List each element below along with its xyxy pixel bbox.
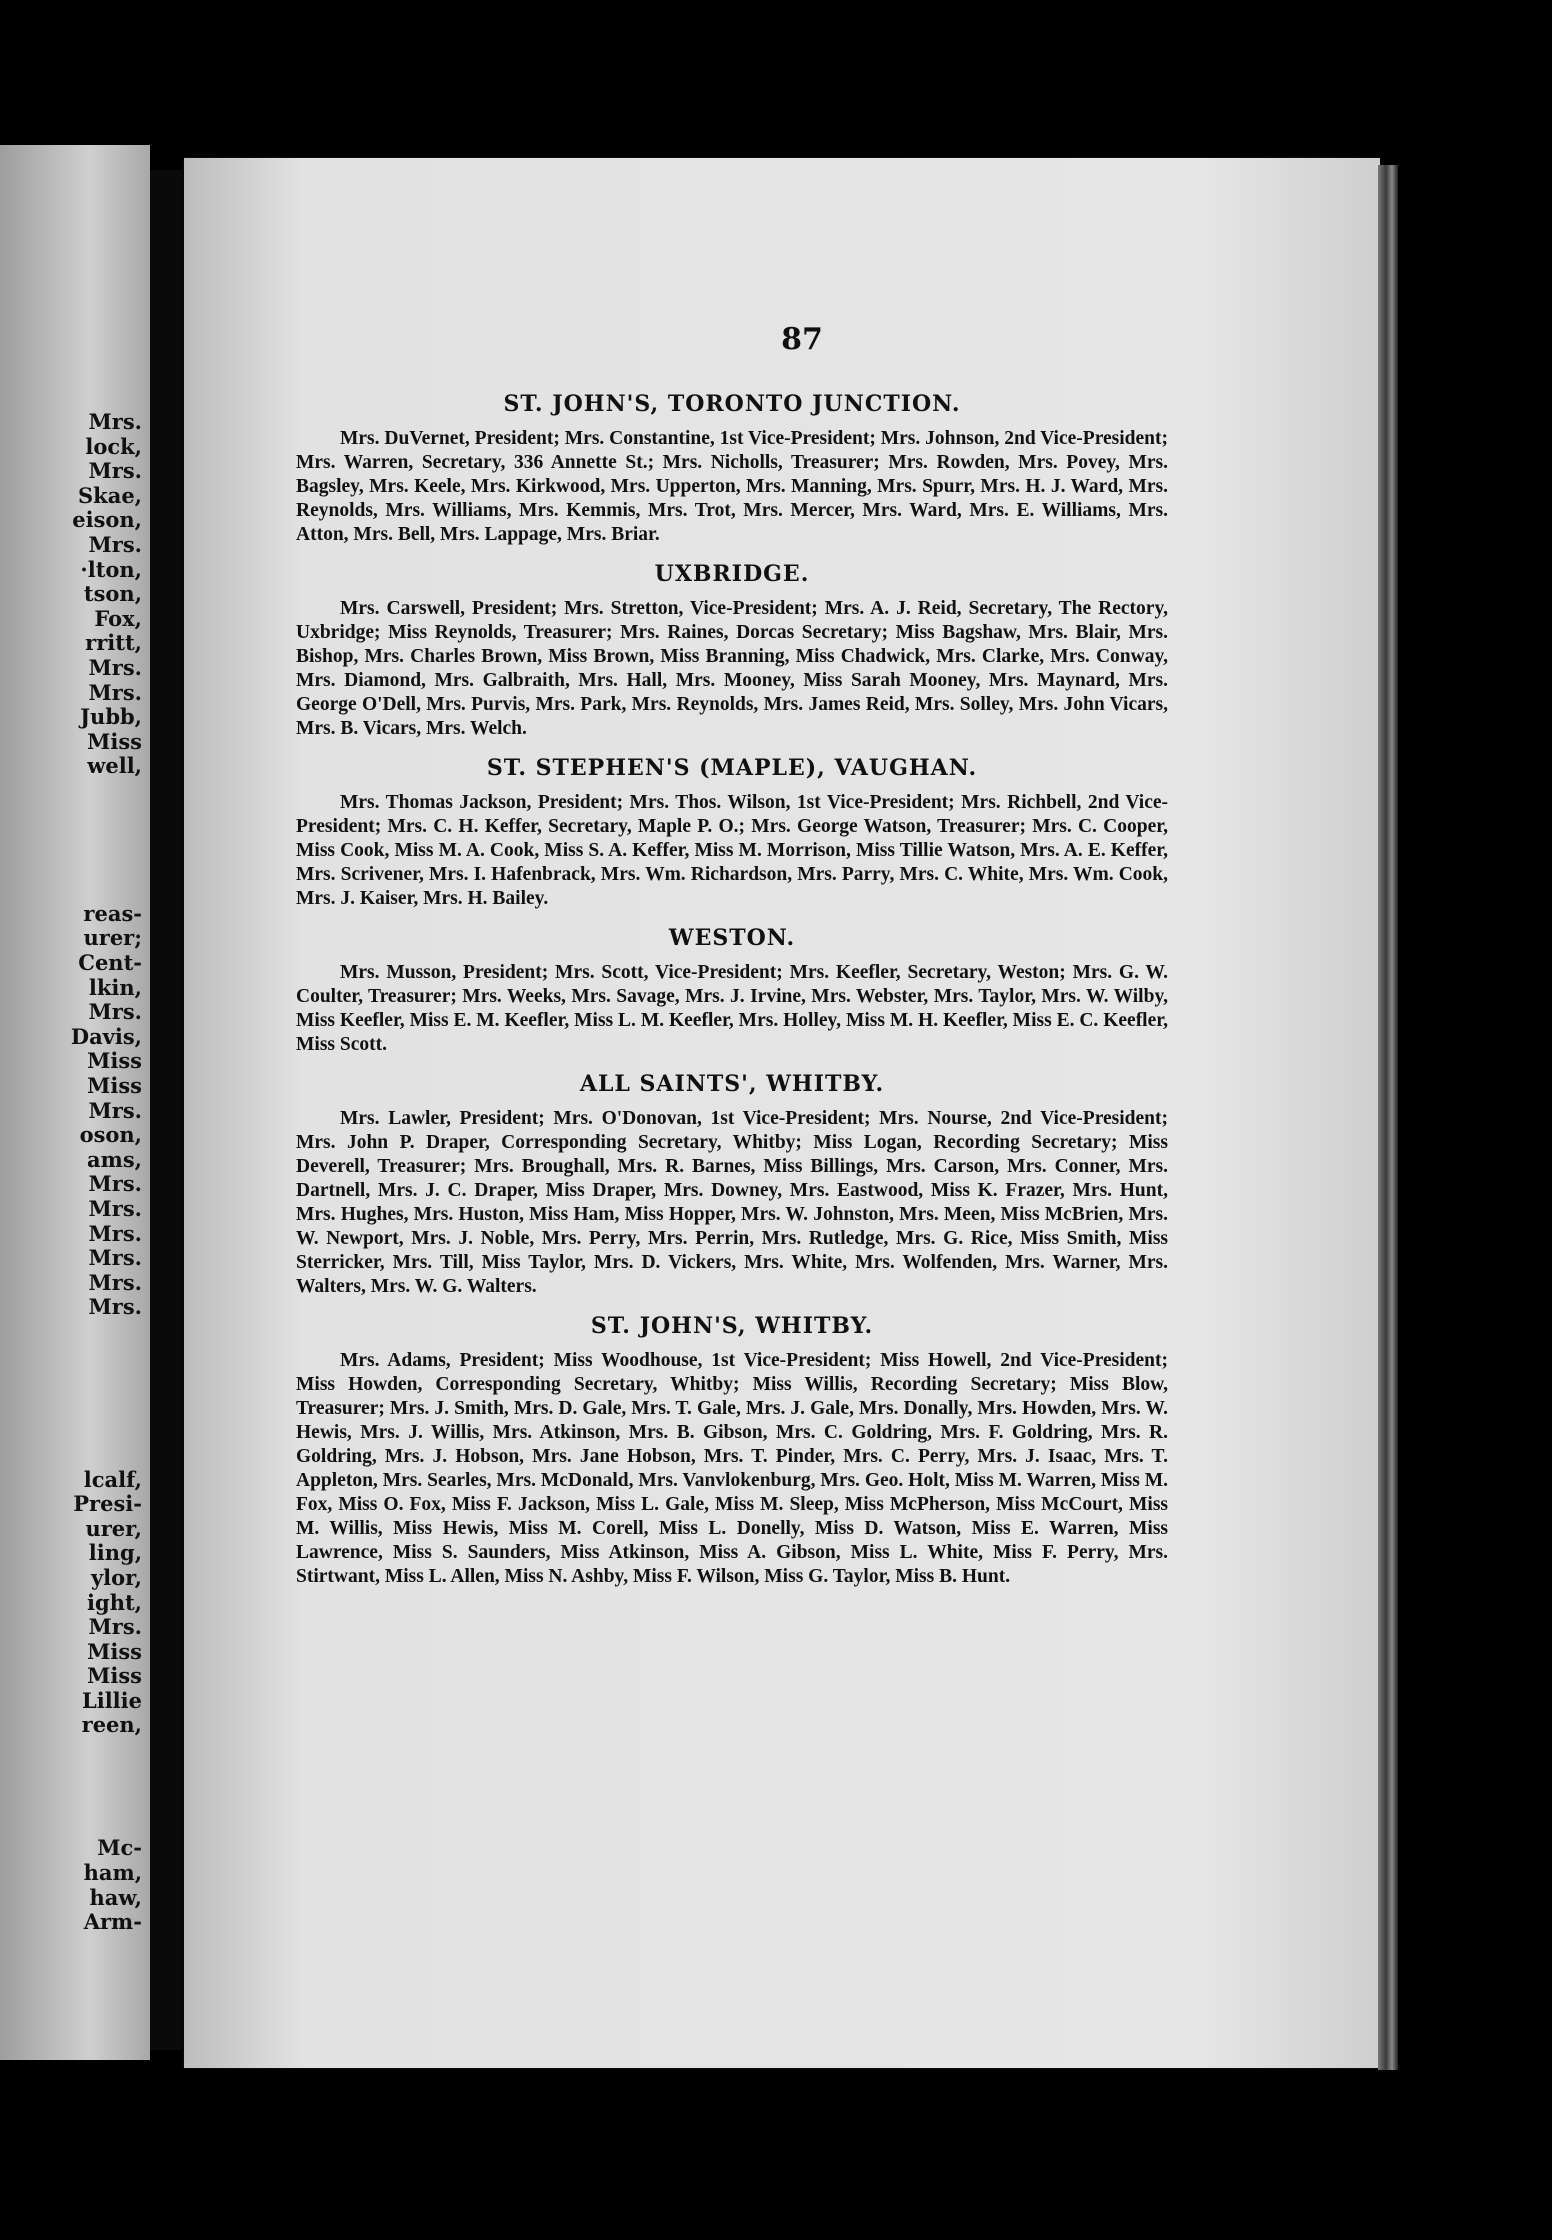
section-body: Mrs. Musson, President; Mrs. Scott, Vice-President; Mrs. Keefler, Secretary, Weston; Mrs. G. W. Coulter, Treasurer; Mrs. Weeks, Mrs. Savage, Mrs. J. Irvine, Mrs. Webster, Mrs. Taylor, Mrs. W. Wilby, Miss Keefler, Miss E. M. Keefler, Miss L. M. Keefler, Mrs. Holley, Miss M. H. Keefler, Miss E. C. Keefler, Miss Scott. xyxy=(296,962,1168,1055)
left-fragment: urer; xyxy=(83,925,142,951)
section-st-stephens-vaughan xyxy=(296,755,1168,911)
left-fragment: Cent- xyxy=(78,950,142,976)
left-fragment xyxy=(2,1443,142,1468)
left-fragment: Mrs. xyxy=(88,1220,142,1246)
left-fragment xyxy=(2,1763,142,1788)
left-fragment: Mrs. xyxy=(88,1196,142,1221)
left-fragment xyxy=(2,779,142,804)
left-fragment: Arm- xyxy=(83,1909,142,1935)
section-body: Mrs. Thomas Jackson, President; Mrs. Thos. Wilson, 1st Vice-President; Mrs. Richbell, 2nd Vice-President; Mrs. C. H. Keffer, Secretary, Maple P. O.; Mrs. George Watson, Treasurer; Mrs. C. Cooper, Miss Cook, Miss M. A. Cook, Miss S. A. Keffer, Miss M. Morrison, Miss Tillie Watson, Mrs. A. E. Keffer, Mrs. Scrivener, Mrs. I. Hafenbrack, Mrs. Wm. Richardson, Mrs. Parry, Mrs. C. White, Mrs. Wm. Cook, Mrs. J. Kaiser, Mrs. H. Bailey. xyxy=(296,792,1168,909)
left-fragment: Davis, xyxy=(70,1023,142,1049)
left-fragment xyxy=(2,1320,142,1345)
left-fragment: Lillie xyxy=(81,1687,142,1713)
left-fragment xyxy=(2,1812,142,1837)
left-fragment: ight, xyxy=(87,1589,142,1615)
left-fragment: urer, xyxy=(85,1515,142,1541)
section-title: ST. JOHN'S, TORONTO JUNCTION. xyxy=(503,391,961,417)
left-fragment xyxy=(2,1345,142,1370)
left-fragment: Miss xyxy=(87,1663,142,1689)
left-fragment: Miss xyxy=(87,1638,142,1664)
section-title: ST. JOHN'S, WHITBY. xyxy=(590,1313,874,1339)
left-fragment: lock, xyxy=(85,433,142,459)
left-fragment: Mrs. xyxy=(88,1614,142,1640)
section-body: Mrs. Lawler, President; Mrs. O'Donovan, 1st Vice-President; Mrs. Nourse, 2nd Vice-President; Mrs. John P. Draper, Corresponding Secretary, Whitby; Miss Logan, Recording Secretary; Miss Deverell, Treasurer; Mrs. Broughall, Mrs. R. Barnes, Miss Billings, Mrs. Carson, Mrs. Conner, Mrs. Dartnell, Mrs. J. C. Draper, Miss Draper, Mrs. Downey, Mrs. Eastwood, Miss K. Frazer, Mrs. Hunt, Mrs. Hughes, Mrs. Huston, Miss Ham, Miss Hopper, Mrs. W. Johnston, Mrs. Meen, Miss McBrien, Mrs. W. Newport, Mrs. J. Noble, Mrs. Perry, Mrs. Perrin, Mrs. Rutledge, Mrs. G. Rice, Miss Smith, Miss Sterricker, Mrs. Till, Miss Taylor, Mrs. D. Vickers, Mrs. White, Mrs. Wolfenden, Mrs. Warner, Mrs. Walters, Mrs. W. G. Walters. xyxy=(296,1108,1168,1297)
left-fragment xyxy=(2,1418,142,1443)
left-fragment: Mrs. xyxy=(88,1171,142,1197)
section-body: Mrs. Carswell, President; Mrs. Stretton, Vice-President; Mrs. A. J. Reid, Secretary, The Rectory, Uxbridge; Miss Reynolds, Treasurer; Mrs. Raines, Dorcas Secretary; Miss Bagshaw, Mrs. Blair, Mrs. Bishop, Mrs. Charles Brown, Miss Brown, Miss Branning, Miss Chadwick, Mrs. Clarke, Mrs. Conway, Mrs. Diamond, Mrs. Galbraith, Mrs. Hall, Mrs. Mooney, Miss Sarah Mooney, Mrs. Maynard, Mrs. George O'Dell, Mrs. Purvis, Mrs. Park, Mrs. Reynolds, Mrs. James Reid, Mrs. Solley, Mrs. John Vicars, Mrs. B. Vicars, Mrs. Welch. xyxy=(296,598,1168,739)
left-fragment: reas- xyxy=(83,900,142,926)
left-fragment: ylor, xyxy=(90,1564,142,1590)
left-fragment: Mc- xyxy=(97,1835,142,1861)
left-fragment xyxy=(2,828,142,853)
section-st-johns-whitby xyxy=(296,1313,1168,1589)
section-title: WESTON. xyxy=(668,925,796,951)
left-page-text-fragments xyxy=(2,410,142,1935)
left-fragment: ling, xyxy=(88,1540,142,1566)
left-fragment: Mrs. xyxy=(88,1269,142,1295)
section-title: UXBRIDGE. xyxy=(654,561,810,587)
left-fragment xyxy=(2,804,142,829)
section-all-saints-whitby xyxy=(296,1071,1168,1299)
section-uxbridge xyxy=(296,561,1168,741)
left-fragment xyxy=(2,1394,142,1419)
left-fragment: Presi- xyxy=(73,1491,142,1517)
left-fragment: Jubb, xyxy=(80,704,142,730)
section-body: Mrs. DuVernet, President; Mrs. Constantine, 1st Vice-President; Mrs. Johnson, 2nd Vice-President; Mrs. Warren, Secretary, 336 Annette St.; Mrs. Nicholls, Treasurer; Mrs. Rowden, Mrs. Povey, Mrs. Bagsley, Mrs. Keele, Mrs. Kirkwood, Mrs. Upperton, Mrs. Manning, Mrs. Spurr, Mrs. H. J. Ward, Mrs. Reynolds, Mrs. Williams, Mrs. Kemmis, Mrs. Trot, Mrs. Mercer, Mrs. Ward, Mrs. E. Williams, Mrs. Atton, Mrs. Bell, Mrs. Lappage, Mrs. Briar. xyxy=(296,428,1168,545)
book-gutter xyxy=(150,170,182,2050)
left-fragment: tson, xyxy=(83,581,142,607)
left-fragment xyxy=(2,877,142,902)
left-fragment: Miss xyxy=(87,1073,142,1099)
left-fragment: ham, xyxy=(83,1860,142,1886)
section-st-johns-toronto-junction xyxy=(296,391,1168,547)
left-fragment: ·lton, xyxy=(80,556,142,582)
left-fragment: rritt, xyxy=(85,630,142,656)
left-fragment: Mrs. xyxy=(88,1294,142,1320)
page-content xyxy=(296,322,1168,1603)
left-fragment: Mrs. xyxy=(88,531,142,557)
left-fragment: lkin, xyxy=(88,974,142,1000)
section-title: ALL SAINTS', WHITBY. xyxy=(579,1071,885,1097)
left-fragment: ams, xyxy=(87,1146,142,1172)
left-fragment: Mrs. xyxy=(88,1245,142,1271)
page-number: 87 xyxy=(781,322,823,357)
left-fragment xyxy=(2,1787,142,1812)
left-fragment: Miss xyxy=(87,1048,142,1074)
left-fragment xyxy=(2,1738,142,1763)
left-fragment: Mrs. xyxy=(88,458,142,484)
left-fragment: Mrs. xyxy=(88,1097,142,1123)
section-body: Mrs. Adams, President; Miss Woodhouse, 1st Vice-President; Miss Howell, 2nd Vice-President; Miss Howden, Corresponding Secretary, Whitby; Miss Willis, Recording Secretary; Miss Blow, Treasurer; Mrs. J. Smith, Mrs. D. Gale, Mrs. T. Gale, Mrs. J. Gale, Mrs. Donally, Mrs. Howden, Mrs. W. Hewis, Mrs. J. Willis, Mrs. Atkinson, Mrs. B. Gibson, Mrs. C. Goldring, Mrs. F. Goldring, Mrs. R. Goldring, Mrs. J. Hobson, Mrs. Jane Hobson, Mrs. T. Pinder, Mrs. C. Perry, Mrs. J. Isaac, Mrs. T. Appleton, Mrs. Searles, Mrs. McDonald, Mrs. Vanvlokenburg, Mrs. Geo. Holt, Miss M. Warren, Miss M. Fox, Miss O. Fox, Miss F. Jackson, Miss L. Gale, Miss M. Sleep, Miss McPherson, Miss McCourt, Miss M. Willis, Miss Hewis, Miss M. Corell, Miss L. Donelly, Miss D. Watson, Miss E. Warren, Miss Lawrence, Miss S. Saunders, Miss Atkinson, Miss A. Gibson, Miss L. White, Miss F. Perry, Mrs. Stirtwant, Miss L. Allen, Miss N. Ashby, Miss F. Wilson, Miss G. Taylor, Miss B. Hunt. xyxy=(296,1350,1168,1587)
left-fragment: Mrs. xyxy=(88,654,142,680)
left-fragment: Mrs. xyxy=(88,409,142,434)
left-fragment: Fox, xyxy=(94,605,142,631)
left-fragment: eison, xyxy=(72,507,142,533)
page-edge xyxy=(1378,165,1398,2070)
left-fragment: haw, xyxy=(89,1884,142,1910)
left-fragment: well, xyxy=(87,753,142,779)
left-fragment: Mrs. xyxy=(88,679,142,705)
left-fragment: Mrs. xyxy=(88,999,142,1025)
left-fragment: lcalf, xyxy=(83,1466,142,1492)
section-weston xyxy=(296,925,1168,1057)
section-title: ST. STEPHEN'S (MAPLE), VAUGHAN. xyxy=(486,755,978,781)
left-fragment: Miss xyxy=(87,728,142,754)
left-page xyxy=(0,145,150,2060)
left-fragment: reen, xyxy=(81,1712,142,1738)
left-fragment xyxy=(2,1369,142,1394)
left-fragment: Skae, xyxy=(78,482,142,508)
left-fragment xyxy=(2,853,142,878)
left-fragment: oson, xyxy=(79,1122,142,1148)
